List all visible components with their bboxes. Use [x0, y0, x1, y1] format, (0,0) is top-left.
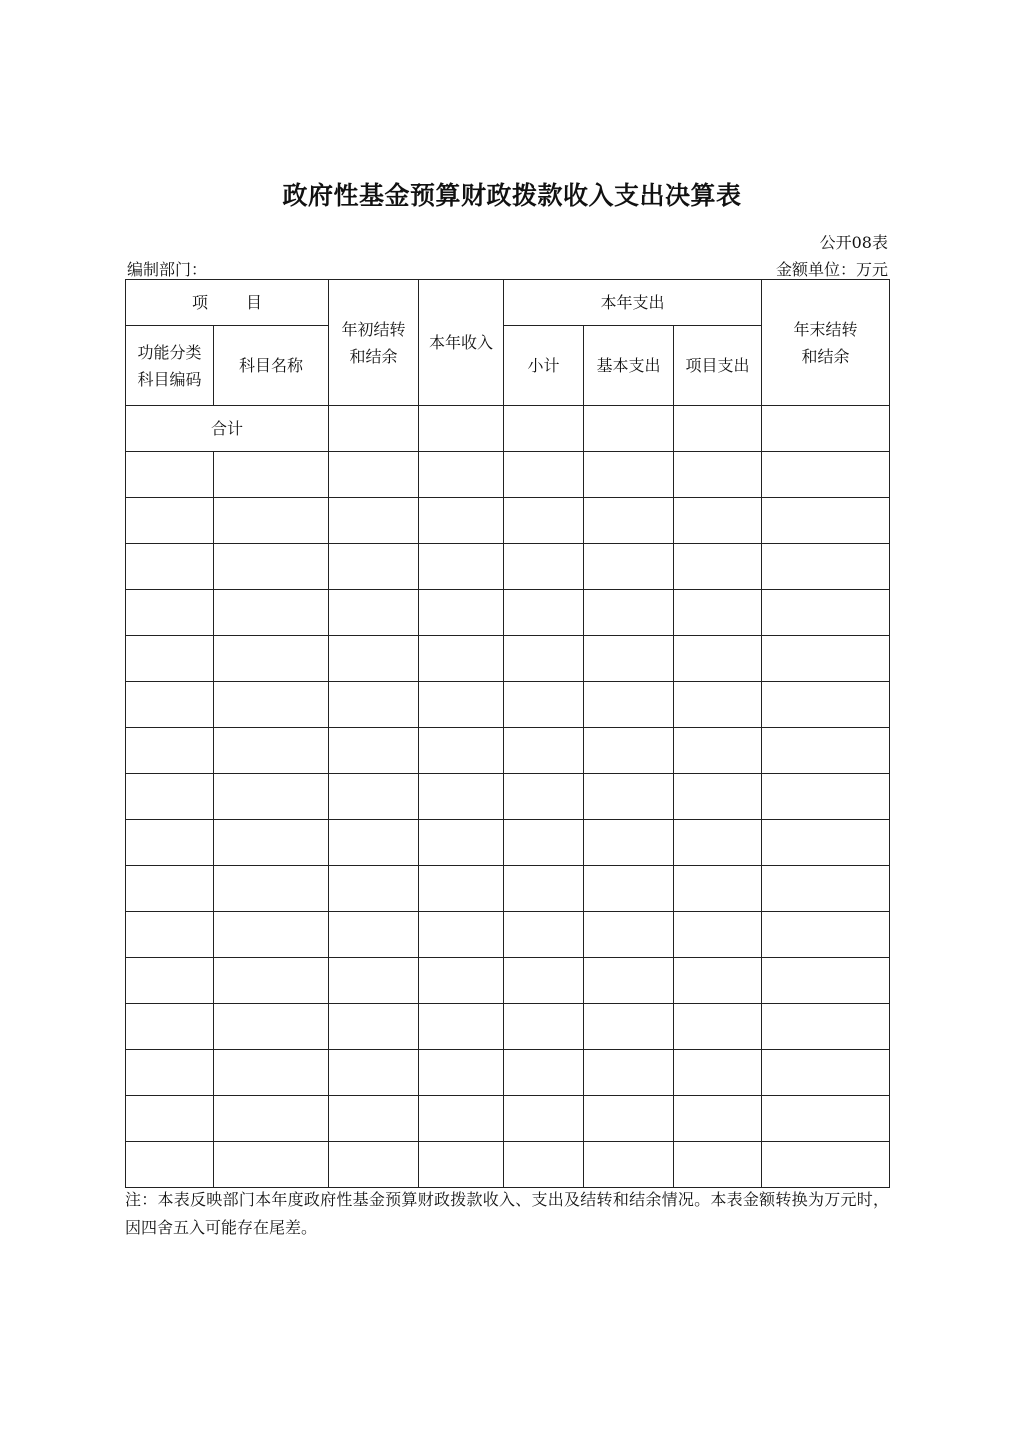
table-cell — [419, 544, 504, 590]
table-cell — [504, 820, 584, 866]
header-item — [126, 280, 329, 326]
table-row — [126, 728, 890, 774]
table-cell — [762, 728, 890, 774]
table-cell — [504, 1142, 584, 1188]
table-cell — [504, 498, 584, 544]
table-cell — [674, 958, 762, 1004]
table-cell — [504, 1050, 584, 1096]
table-cell — [762, 498, 890, 544]
table-cell — [214, 912, 329, 958]
department-label: 编制部门： — [127, 260, 208, 279]
table-cell — [674, 774, 762, 820]
table-cell — [214, 682, 329, 728]
table-cell — [674, 820, 762, 866]
table-cell — [584, 912, 674, 958]
table-cell — [762, 590, 890, 636]
table-cell — [329, 728, 419, 774]
table-cell — [584, 590, 674, 636]
table-cell — [214, 498, 329, 544]
table-cell — [126, 452, 214, 498]
table-row — [126, 544, 890, 590]
table-cell — [584, 452, 674, 498]
table-cell — [329, 774, 419, 820]
table-cell — [126, 866, 214, 912]
header-basic-expense: 基本支出 — [584, 326, 674, 406]
table-cell — [329, 1050, 419, 1096]
table-cell — [674, 1050, 762, 1096]
table-row — [126, 866, 890, 912]
table-cell — [419, 728, 504, 774]
table-cell — [214, 820, 329, 866]
table-cell — [762, 866, 890, 912]
header-carryover-end-line2: 和结余 — [801, 346, 850, 366]
table-cell — [419, 958, 504, 1004]
table-cell — [504, 958, 584, 1004]
table-row — [126, 774, 890, 820]
table-cell — [674, 912, 762, 958]
table-cell — [126, 1096, 214, 1142]
table-cell — [674, 1004, 762, 1050]
header-item-left: 项 — [191, 293, 208, 312]
table-cell — [214, 544, 329, 590]
total-cell — [329, 406, 419, 452]
table-cell — [419, 1142, 504, 1188]
table-cell — [762, 1050, 890, 1096]
header-item-right: 目 — [246, 293, 263, 312]
header-carryover-begin-line1: 年初结转 — [341, 319, 406, 339]
document-title: 政府性基金预算财政拨款收入支出决算表 — [282, 181, 742, 210]
table-cell — [674, 1096, 762, 1142]
table-cell — [504, 866, 584, 912]
table-cell — [584, 682, 674, 728]
table-cell — [762, 682, 890, 728]
table-cell — [329, 1004, 419, 1050]
table-cell — [329, 1142, 419, 1188]
table-cell — [126, 774, 214, 820]
table-cell — [584, 866, 674, 912]
table-cell — [126, 590, 214, 636]
table-cell — [329, 866, 419, 912]
form-number: 公开08表 — [819, 233, 888, 252]
table-cell — [419, 912, 504, 958]
total-row — [126, 406, 890, 452]
total-cell — [762, 406, 890, 452]
table-cell — [329, 682, 419, 728]
table-row — [126, 1050, 890, 1096]
table-cell — [419, 498, 504, 544]
table-cell — [214, 452, 329, 498]
table-cell — [584, 636, 674, 682]
header-carryover-begin-line2: 和结余 — [349, 346, 398, 366]
table-cell — [329, 820, 419, 866]
header-func-code-line2: 科目编码 — [137, 369, 202, 389]
table-cell — [762, 1142, 890, 1188]
header-func-code-line1: 功能分类 — [137, 342, 202, 362]
table-cell — [419, 820, 504, 866]
table-cell — [674, 590, 762, 636]
table-cell — [504, 636, 584, 682]
table-cell — [126, 1004, 214, 1050]
table-cell — [329, 590, 419, 636]
table-cell — [126, 498, 214, 544]
table-cell — [419, 682, 504, 728]
table-cell — [584, 958, 674, 1004]
total-cell — [674, 406, 762, 452]
table-cell — [419, 774, 504, 820]
table-row — [126, 636, 890, 682]
table-cell — [126, 958, 214, 1004]
header-carryover-end-line1: 年末结转 — [793, 319, 858, 339]
table-row — [126, 452, 890, 498]
table-cell — [584, 728, 674, 774]
table-cell — [674, 866, 762, 912]
table-cell — [674, 728, 762, 774]
table-cell — [214, 866, 329, 912]
table-cell — [419, 590, 504, 636]
table-cell — [504, 912, 584, 958]
table-cell — [762, 636, 890, 682]
table-cell — [504, 728, 584, 774]
table-cell — [584, 820, 674, 866]
table-cell — [126, 1050, 214, 1096]
table-cell — [214, 1096, 329, 1142]
table-cell — [126, 728, 214, 774]
table-cell — [214, 774, 329, 820]
header-carryover-begin — [329, 280, 419, 406]
table-cell — [419, 636, 504, 682]
total-label: 合计 — [126, 406, 329, 452]
table-cell — [584, 498, 674, 544]
table-cell — [674, 636, 762, 682]
table-cell — [419, 1050, 504, 1096]
table-row — [126, 820, 890, 866]
table-row — [126, 1096, 890, 1142]
table-cell — [126, 912, 214, 958]
header-subject-name: 科目名称 — [214, 326, 329, 406]
table-cell — [214, 958, 329, 1004]
table-cell — [584, 544, 674, 590]
total-cell — [419, 406, 504, 452]
table-row — [126, 498, 890, 544]
table-cell — [214, 1050, 329, 1096]
header-carryover-end — [762, 280, 890, 406]
table-cell — [504, 682, 584, 728]
table-row — [126, 1142, 890, 1188]
table-row — [126, 1004, 890, 1050]
table-cell — [329, 958, 419, 1004]
table-cell — [674, 682, 762, 728]
header-func-code — [126, 326, 214, 406]
table-cell — [126, 682, 214, 728]
table-cell — [762, 544, 890, 590]
table-cell — [762, 958, 890, 1004]
table-cell — [584, 1050, 674, 1096]
table-cell — [419, 1004, 504, 1050]
table-cell — [329, 912, 419, 958]
budget-table — [125, 279, 890, 1188]
table-row — [126, 590, 890, 636]
table-cell — [504, 590, 584, 636]
table-cell — [214, 728, 329, 774]
table-cell — [419, 866, 504, 912]
table-cell — [126, 820, 214, 866]
table-cell — [126, 636, 214, 682]
table-cell — [504, 1004, 584, 1050]
table-cell — [584, 1096, 674, 1142]
table-cell — [419, 452, 504, 498]
amount-unit-label: 金额单位：万元 — [775, 260, 888, 279]
table-cell — [329, 1096, 419, 1142]
table-cell — [504, 452, 584, 498]
table-cell — [584, 774, 674, 820]
header-expense-group: 本年支出 — [504, 280, 762, 326]
table-cell — [674, 1142, 762, 1188]
table-cell — [214, 1142, 329, 1188]
table-cell — [504, 774, 584, 820]
total-cell — [504, 406, 584, 452]
table-cell — [504, 1096, 584, 1142]
table-cell — [329, 544, 419, 590]
table-cell — [329, 498, 419, 544]
header-project-expense: 项目支出 — [674, 326, 762, 406]
table-cell — [762, 774, 890, 820]
table-row — [126, 912, 890, 958]
table-cell — [214, 590, 329, 636]
table-row — [126, 958, 890, 1004]
table-cell — [674, 452, 762, 498]
table-cell — [214, 1004, 329, 1050]
table-cell — [214, 636, 329, 682]
table-cell — [762, 912, 890, 958]
table-cell — [762, 452, 890, 498]
table-cell — [126, 1142, 214, 1188]
table-cell — [419, 1096, 504, 1142]
table-cell — [329, 636, 419, 682]
table-cell — [762, 820, 890, 866]
table-cell — [674, 544, 762, 590]
table-cell — [329, 452, 419, 498]
header-income: 本年收入 — [419, 280, 504, 406]
footnote: 注：本表反映部门本年度政府性基金预算财政拨款收入、支出及结转和结余情况。本表金额转换为万元时，因四舍五入可能存在尾差。 — [125, 1190, 889, 1237]
table-cell — [504, 544, 584, 590]
header-subtotal: 小计 — [504, 326, 584, 406]
table-cell — [674, 498, 762, 544]
table-cell — [126, 544, 214, 590]
table-cell — [762, 1004, 890, 1050]
table-row — [126, 682, 890, 728]
table-cell — [584, 1004, 674, 1050]
table-cell — [762, 1096, 890, 1142]
total-cell — [584, 406, 674, 452]
table-cell — [584, 1142, 674, 1188]
